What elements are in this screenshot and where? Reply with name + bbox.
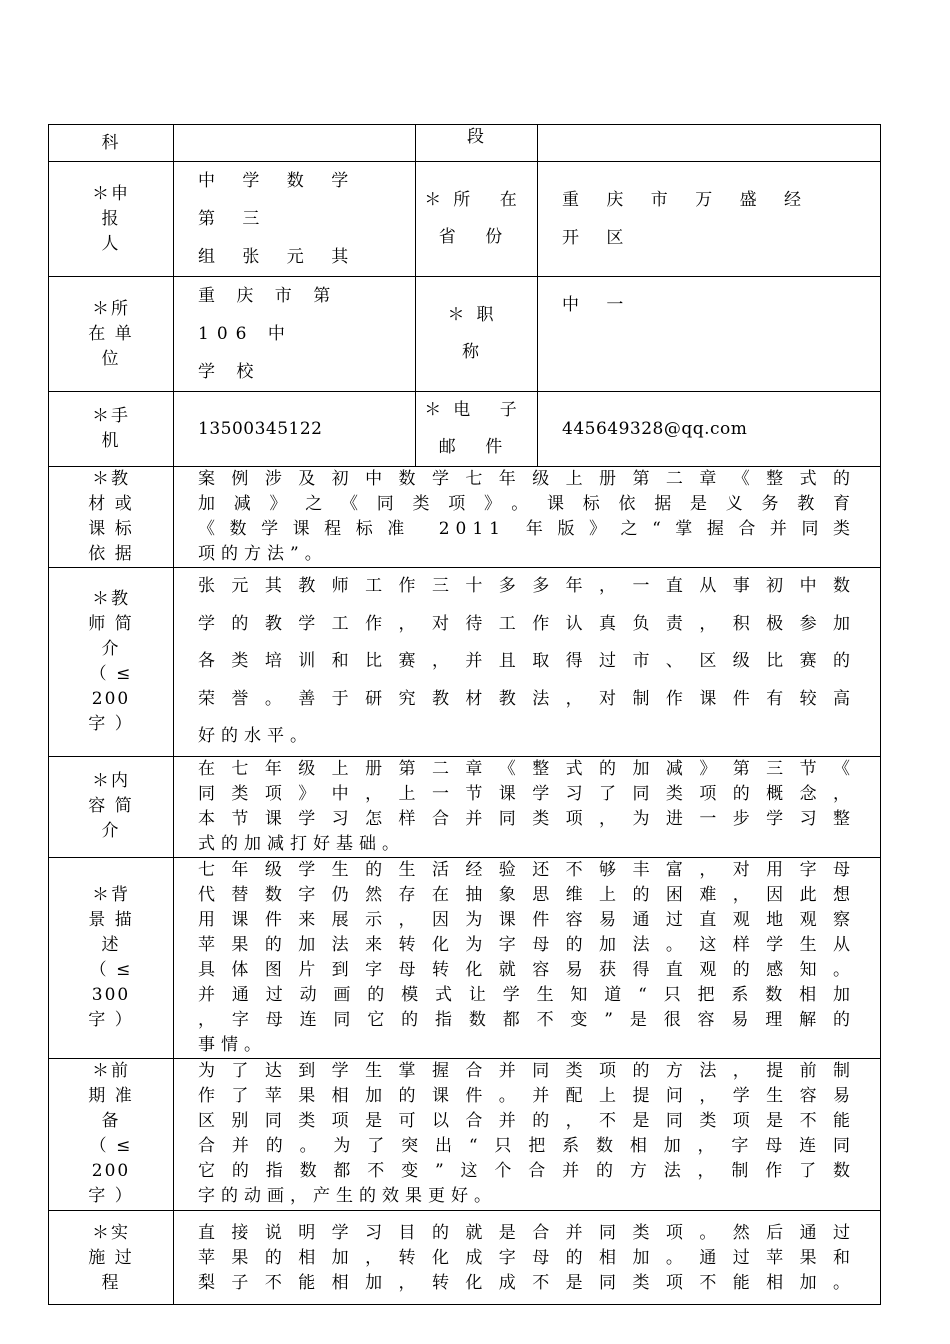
label-textbook: ＊教 材 或 课 标 依 据 bbox=[49, 467, 174, 568]
value-teacher: 张元其教师工作三十多多年，一直从事初中数 学的教学工作，对待工作认真负责，积极参加 各类培训和比赛，并且取得过市、区级比赛的 荣誉。善于研究教材教法，对制作课件有较高 好的水平。 bbox=[174, 568, 881, 757]
value-content: 在七年级上册第二章《整式的加减》第三节《 同类项》中，上一节课学习了同类项的概念， 本节课学习怎样合并同类项，为进一步学习整 式的加减打好基础。 bbox=[174, 756, 881, 857]
value-applicant: 中 学 数 学 第 三 组 张 元 其 bbox=[174, 162, 416, 277]
label-teacher: ＊教 师 简 介 （ ≤ 200 字 ） bbox=[49, 568, 174, 757]
label-unit: ＊所 在 单 位 bbox=[49, 277, 174, 392]
value-phone: 13500345122 bbox=[174, 392, 416, 467]
row-applicant bbox=[49, 162, 881, 277]
label-stage: 段 bbox=[416, 125, 538, 162]
row-background bbox=[49, 857, 881, 1058]
row-unit bbox=[49, 277, 881, 392]
label-content: ＊内 容 简 介 bbox=[49, 756, 174, 857]
row-preparation bbox=[49, 1058, 881, 1210]
value-email: 445649328@qq.com bbox=[538, 392, 881, 467]
value-unit: 重 庆 市 第 106 中 学 校 bbox=[174, 277, 416, 392]
label-title: ＊职 称 bbox=[416, 277, 538, 392]
value-province: 重 庆 市 万 盛 经 开 区 bbox=[538, 162, 881, 277]
row-phone bbox=[49, 392, 881, 467]
label-subject: 科 bbox=[49, 125, 174, 162]
label-applicant: ＊申 报 人 bbox=[49, 162, 174, 277]
value-background: 七年级学生的生活经验还不够丰富，对用字母 代替数字仍然存在抽象思维上的困难，因此想 用课件来展示，因为课件容易通过直观地观察 苹果的加法来转化为字母的加法。这样学生从 具体图片到字母转化就容易获得直观的感知。 并通过动画的模式让学生知道“只把系数相加 ，字母连同它的指数都不变”是很容易理解的 事情。 bbox=[174, 857, 881, 1058]
value-textbook: 案例涉及初中数学七年级上册第二章《整式的 加减》之《同类项》。课标依据是义务教育 《数学课程标准 2011 年版》之“掌握合并同类 项的方法”。 bbox=[174, 467, 881, 568]
value-subject bbox=[174, 125, 416, 162]
label-phone: ＊手 机 bbox=[49, 392, 174, 467]
row-subject bbox=[49, 125, 881, 162]
label-province: ＊所 在 省 份 bbox=[416, 162, 538, 277]
row-teacher bbox=[49, 568, 881, 757]
label-background: ＊背 景 描 述 （ ≤ 300 字 ） bbox=[49, 857, 174, 1058]
application-form-table bbox=[48, 124, 881, 1305]
label-implementation: ＊实 施 过 程 bbox=[49, 1210, 174, 1304]
value-preparation: 为了达到学生掌握合并同类项的方法，提前制 作了苹果相加的课件。并配上提问，学生容易 区别同类项是可以合并的，不是同类项是不能 合并的。为了突出“只把系数相加，字母连同 它的指数都不变”这个合并的方法，制作了数 字的动画，产生的效果更好。 bbox=[174, 1058, 881, 1210]
value-stage bbox=[538, 125, 881, 162]
row-content bbox=[49, 756, 881, 857]
label-email: ＊电 子 邮 件 bbox=[416, 392, 538, 467]
value-implementation: 直接说明学习目的就是合并同类项。然后通过 苹果的相加，转化成字母的相加。通过苹果和 梨子不能相加，转化成不是同类项不能相加。 bbox=[174, 1210, 881, 1304]
row-textbook bbox=[49, 467, 881, 568]
row-implementation bbox=[49, 1210, 881, 1304]
value-title: 中 一 bbox=[538, 277, 881, 392]
label-preparation: ＊前 期 准 备 （ ≤ 200 字 ） bbox=[49, 1058, 174, 1210]
